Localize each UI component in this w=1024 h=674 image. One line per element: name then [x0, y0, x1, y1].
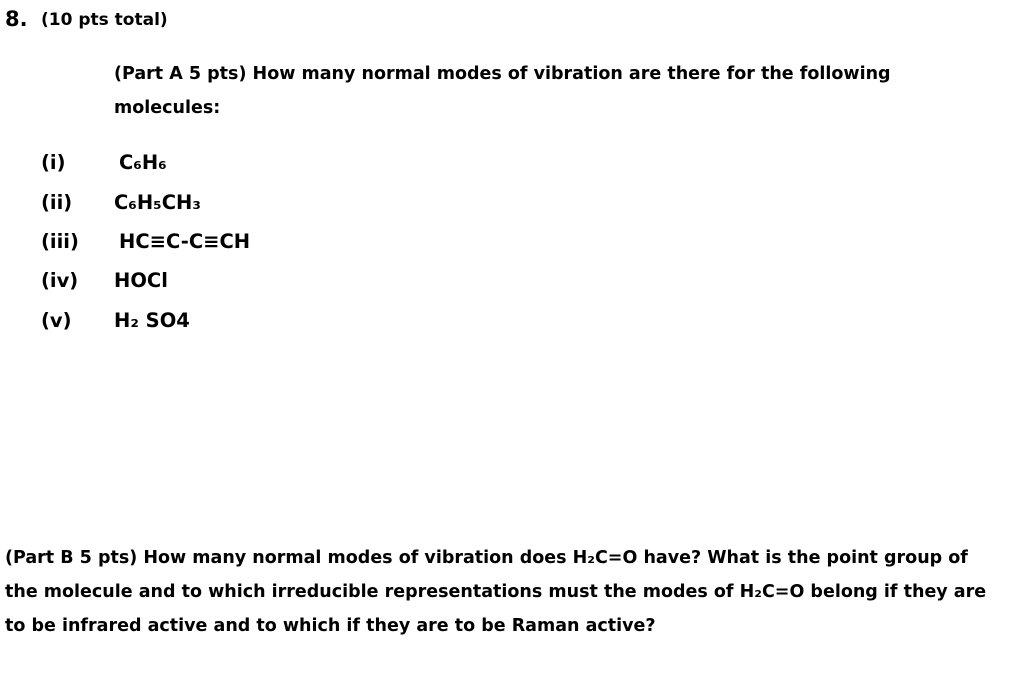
- molecule-formula: HOCl: [114, 269, 168, 292]
- question-number: 8.: [5, 7, 28, 31]
- part-a-line-1: (Part A 5 pts) How many normal modes of vibration are there for the following: [114, 64, 891, 84]
- question-total-points: (10 pts total): [41, 10, 168, 30]
- molecule-label: (v): [41, 309, 72, 332]
- part-b-line-3: to be infrared active and to which if they are to be Raman active?: [5, 616, 656, 636]
- part-b-line-1: (Part B 5 pts) How many normal modes of vibration does H₂C=O have? What is the point group of: [5, 548, 968, 568]
- molecule-label: (i): [41, 151, 66, 174]
- molecule-formula: HC≡C-C≡CH: [119, 230, 251, 253]
- molecule-label: (iii): [41, 230, 79, 253]
- molecule-label: (iv): [41, 269, 79, 292]
- molecule-label: (ii): [41, 191, 73, 214]
- molecule-formula: H₂ SO4: [114, 309, 190, 332]
- part-a-line-2: molecules:: [114, 98, 221, 118]
- molecule-formula: C₆H₆: [119, 151, 167, 174]
- molecule-formula: C₆H₅CH₃: [114, 191, 201, 214]
- part-b-line-2: the molecule and to which irreducible representations must the modes of H₂C=O belong if they are: [5, 582, 987, 602]
